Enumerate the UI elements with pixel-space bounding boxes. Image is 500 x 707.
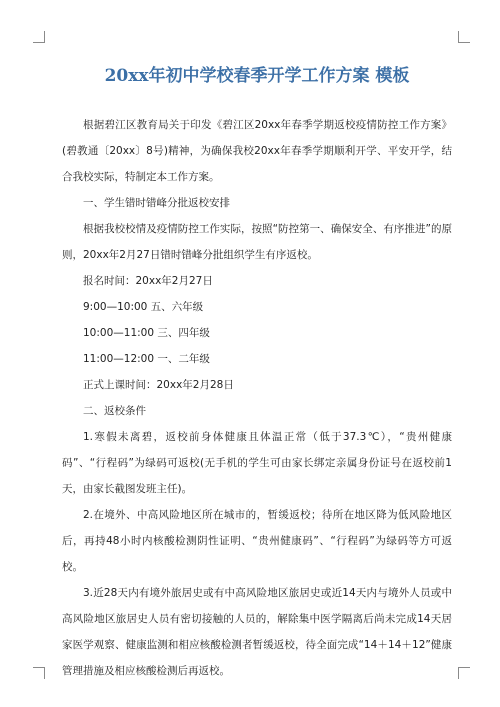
crop-mark-top-left [33, 31, 45, 43]
section-heading-2: 二、返校条件 [83, 405, 146, 417]
document-title: 20xx年初中学校春季开学工作方案 模板 [104, 66, 410, 86]
condition-3: 3.近28天内有境外旅居史或有中高风险地区旅居史或近14天内与境外人员或中高风险地区旅居史人员有密切接触的人员的，解除集中医学隔离后尚未完成14天居家医学观察、健康监测和相应核酸检测者暂缓返校，待全面完成“14＋14＋12”健康管理措施及相应核酸检测后再返校。 [62, 587, 452, 677]
section-heading-1: 一、学生错时错峰分批返校安排 [83, 197, 230, 209]
document-page [62, 64, 452, 684]
class-start-date: 正式上课时间：20xx年2月28日 [83, 379, 234, 391]
paragraph-intro: 根据碧江区教育局关于印发《碧江区20xx年春季学期返校疫情防控工作方案》(碧教通〔20xx〕8号)精神，为确保我校20xx年春季学期顺利开学、平安开学，结合我校实际，特制定本工作方案。 [62, 119, 452, 183]
schedule-grade-1-2: 11:00—12:00 一、二年级 [83, 353, 210, 365]
schedule-grade-3-4: 10:00—11:00 三、四年级 [83, 327, 210, 339]
condition-1: 1.寒假未离碧，返校前身体健康且体温正常（低于37.3℃），“贵州健康码”、“行程码”为绿码可返校(无手机的学生可由家长绑定亲属身份证号在返校前1天，由家长截图发班主任)。 [62, 431, 452, 495]
registration-date: 报名时间：20xx年2月27日 [83, 275, 213, 287]
crop-mark-bottom-left [33, 667, 45, 679]
crop-mark-bottom-right [458, 667, 470, 679]
crop-mark-top-right [458, 31, 470, 43]
paragraph-return-principle: 根据我校校情及疫情防控工作实际，按照“防控第一、确保安全、有序推进”的原则，20xx年2月27日错时错峰分批组织学生有序返校。 [62, 223, 452, 261]
schedule-grade-5-6: 9:00—10:00 五、六年级 [83, 301, 204, 313]
condition-2: 2.在境外、中高风险地区所在城市的，暂缓返校；待所在地区降为低风险地区后，再持48小时内核酸检测阴性证明、“贵州健康码”、“行程码”为绿码等方可返校。 [62, 509, 452, 573]
